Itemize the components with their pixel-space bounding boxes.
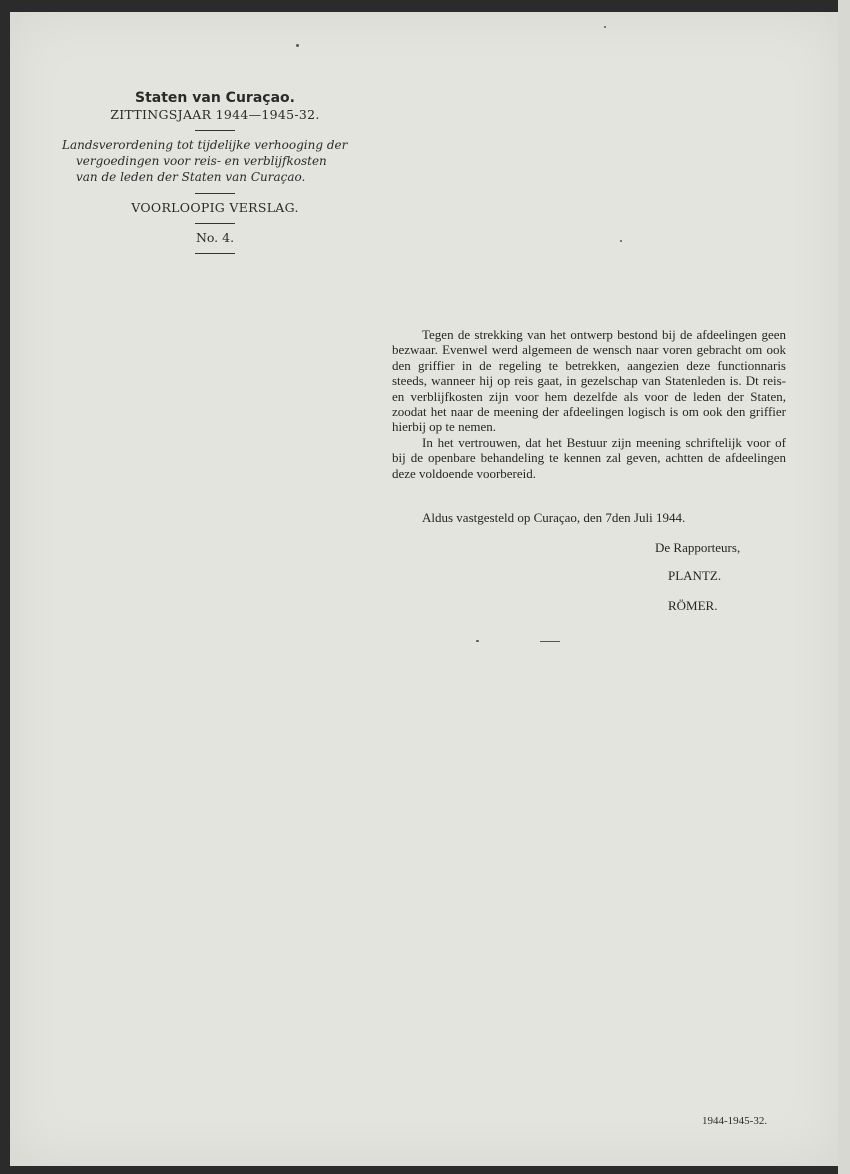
body-paragraph: Tegen de strekking van het ontwerp bestond bij de afdeelingen geen bezwaar. Evenwel werd algemeen de wensch naar voren gebracht om ook den griffier in de regeling te betrekken, aangezien deze functionnaris steeds, wanneer hij op reis gaat, in gezelschap van Statenleden is. Dt reis- en verblijfkosten zijn voor hem dezelfde als voor de leden der Staten, zoodat het naar de meening der afdeelingen logisch is om ook den griffier hierbij op te nemen.	[392, 327, 786, 435]
divider	[195, 130, 235, 131]
divider	[195, 193, 235, 194]
divider	[195, 253, 235, 254]
body-paragraph: In het vertrouwen, dat het Bestuur zijn meening schriftelijk voor of bij de openbare behandeling te kennen zal geven, achtten de afdeelingen deze voldoende voorbereid.	[392, 434, 786, 481]
institution-title: Staten van Curaçao.	[135, 90, 295, 106]
report-type: VOORLOOPIG VERSLAG.	[131, 200, 299, 215]
paper-speck	[620, 240, 622, 242]
paper-speck	[476, 640, 479, 642]
subject-title	[60, 137, 370, 185]
signatory-name: RÖMER.	[668, 598, 718, 613]
subject-line: vergoedingen voor reis- en verblijfkosten	[76, 154, 327, 168]
paper-speck	[296, 44, 299, 47]
report-number: No. 4.	[195, 230, 235, 245]
session-line: ZITTINGSJAAR 1944—1945-32.	[110, 107, 320, 122]
page-edge	[838, 0, 850, 1174]
signatory-name: PLANTZ.	[668, 568, 722, 583]
subject-line: van de leden der Staten van Curaçao.	[76, 170, 306, 184]
paper-speck	[540, 641, 560, 642]
signatories-title: De Rapporteurs,	[655, 540, 741, 555]
subject-line: Landsverordening tot tijdelijke verhooging der	[62, 138, 348, 152]
document-header	[60, 90, 370, 260]
paper-speck	[604, 26, 606, 28]
document-code: 1944-1945-32.	[702, 1115, 768, 1127]
closing-line: Aldus vastgesteld op Curaçao, den 7den Juli 1944.	[422, 510, 686, 525]
divider	[195, 223, 235, 224]
report-body	[392, 327, 786, 481]
